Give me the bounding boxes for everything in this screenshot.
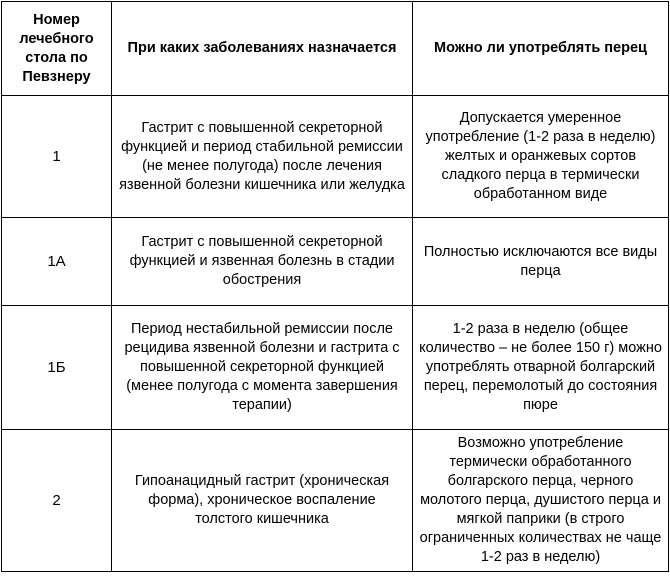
pepper-cell: Полностью исключаются все виды перца: [413, 218, 669, 306]
diseases-cell: Гипоанацидный гастрит (хроническая форма), хроническое воспаление толстого кишечника: [112, 430, 413, 572]
diseases-cell: Гастрит с повышенной секреторной функцией и язвенная болезнь в стадии обострения: [112, 218, 413, 306]
diet-number-cell: 1А: [2, 218, 112, 306]
diet-number-cell: 2: [2, 430, 112, 572]
diet-number-cell: 1Б: [2, 306, 112, 430]
header-pepper-allowed: Можно ли употреблять перец: [413, 2, 669, 96]
diet-number-cell: 1: [2, 96, 112, 218]
diseases-cell: Гастрит с повышенной секреторной функцией и период стабильной ремиссии (не менее полугода) после лечения язвенной болезни кишечника или желудка: [112, 96, 413, 218]
diet-table: [1, 1, 669, 572]
diseases-cell: Период нестабильной ремиссии после рецидива язвенной болезни и гастрита с повышенной секреторной функцией (менее полугода с момента завершения терапии): [112, 306, 413, 430]
table-row: [2, 306, 669, 430]
table-row: [2, 96, 669, 218]
pepper-cell: Возможно употребление термически обработанного болгарского перца, черного молотого перца, душистого перца и мягкой паприки (в строго ограниченных количествах не чаще 1-2 раз в неделю): [413, 430, 669, 572]
pepper-cell: Допускается умеренное употребление (1-2 раза в неделю) желтых и оранжевых сортов сладкого перца в термически обработанном виде: [413, 96, 669, 218]
header-diet-number: Номер лечебного стола по Певзнеру: [2, 2, 112, 96]
table-header-row: [2, 2, 669, 96]
table-row: [2, 430, 669, 572]
table-row: [2, 218, 669, 306]
header-diseases: При каких заболеваниях назначается: [112, 2, 413, 96]
pepper-cell: 1-2 раза в неделю (общее количество – не более 150 г) можно употреблять отварной болгарский перец, перемолотый до состояния пюре: [413, 306, 669, 430]
